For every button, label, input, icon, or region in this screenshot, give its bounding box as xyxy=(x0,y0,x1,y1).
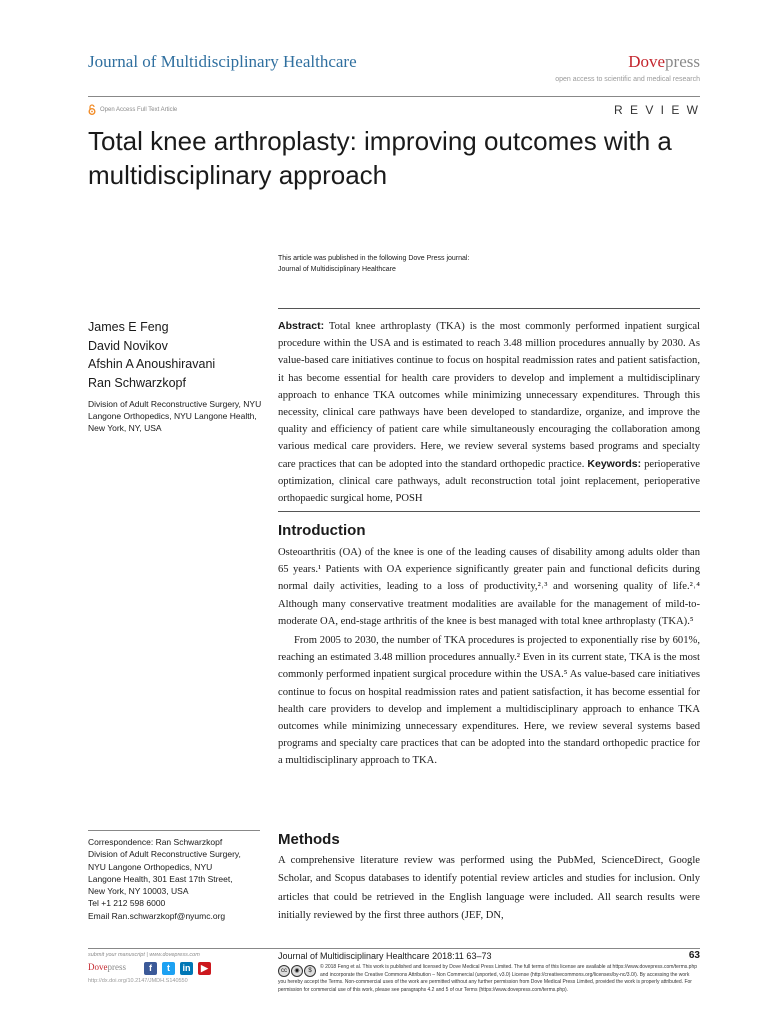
introduction-paragraph: Osteoarthritis (OA) of the knee is one of the leading causes of disability among adults older than 65 years.¹ Patients with OA experience significantly greater pain and functional deficits during normal daily activities, leading to a loss of productivity,²˒³ and worsening quality of life.²˒⁴ Although many conservative treatment modalities are available for the management of mild-to-moderate OA, end-stage arthritis of the knee is best managed with total knee arthroplasty (TKA).⁵ xyxy=(278,547,700,627)
cc-badge-icon: cc xyxy=(278,965,290,977)
keywords-text: perioperative optimization, clinical care pathways, adult reconstruction total joint replacement, perioperative orthopaedic surgical home, POSH xyxy=(278,458,700,505)
author-list xyxy=(88,318,215,392)
footer-logo-press: press xyxy=(107,962,126,972)
footer-citation: Journal of Multidisciplinary Healthcare 2018:11 63–73 xyxy=(278,951,492,961)
publication-note xyxy=(278,253,698,275)
introduction-paragraph: From 2005 to 2030, the number of TKA procedures is projected to exponentially rise by 601%, reaching an estimated 3.48 million procedures annually.² Even in its current state, TKA is the most commonly performed inpatient surgical procedure within the USA.⁵ As value-based care initiatives continue to focus on hospital readmission rates and patient satisfaction, it has become essential for health care providers to develop and implement a multidisciplinary approach to enhance TKA outcomes while minimizing unnecessary expenditures. Here, we review several systems based programs and specialty care practices that can be adopted into the standard orthopedic practice for a multidisciplinary approach to TKA. xyxy=(278,635,700,767)
article-title: Total knee arthroplasty: improving outcomes with a multidisciplinary approach xyxy=(88,126,672,190)
footer-logo-dove: Dove xyxy=(88,962,108,972)
open-access-badge xyxy=(88,104,177,115)
license-text-continued: you hereby accept the Terms. Non-commercial uses of the work are permitted without any further permission from Dove Medical Press Limited, provided the work is properly attributed. For permission for commercial use of this work, please see paragraphs 4.2 and 5 of our Terms (https://www.dovepress.com/terms.php). xyxy=(278,979,692,993)
correspondence-email[interactable]: Email Ran.schwarzkopf@nyumc.org xyxy=(88,910,226,921)
author-affiliation: Division of Adult Reconstructive Surgery, NYU Langone Orthopedics, NYU Langone Health, New York, NY, USA xyxy=(88,399,262,433)
dovepress-logo-press: press xyxy=(665,52,700,71)
correspondence-line: Correspondence: Ran Schwarzkopf xyxy=(88,837,223,847)
dovepress-logo-dove: Dove xyxy=(628,52,666,71)
cc-by-icon: ◉ xyxy=(291,965,303,977)
youtube-icon[interactable]: ▶ xyxy=(198,962,211,975)
correspondence-line: New York, NY 10003, USA xyxy=(88,886,189,897)
correspondence-block xyxy=(88,836,263,922)
publication-note-journal: Journal of Multidisciplinary Healthcare xyxy=(278,266,396,273)
abstract-top-divider xyxy=(278,308,700,309)
correspondence-line: NYU Langone Orthopedics, NYU xyxy=(88,861,213,872)
keywords-label: Keywords: xyxy=(587,457,642,470)
publication-note-line1: This article was published in the following Dove Press journal: xyxy=(278,255,470,262)
abstract-text: Total knee arthroplasty (TKA) is the most commonly performed inpatient surgical procedure within the USA and is estimated to reach 3.48 million procedures annually by 2030. As value-based care initiatives continue to focus on hospital readmission rates and patient satisfaction, it has become essential for health care providers to develop and implement a multidisciplinary approach to enhance TKA outcomes while minimizing unnecessary expenditures. Through this necessity, clinical care pathways have been developed to standardize, organize, and improve the quality and efficiency of patient care while simultaneously encouraging the collaboration among various medical care providers. Here, we review several systems based programs and specialty care practices that can be adopted into the standard orthopedic practice. xyxy=(278,321,700,470)
author-name: Afshin A Anoushiravani xyxy=(88,357,216,371)
linkedin-icon[interactable]: in xyxy=(180,962,193,975)
dovepress-tagline: open access to scientific and medical research xyxy=(555,76,700,83)
abstract-block xyxy=(278,318,700,507)
page-number: 63 xyxy=(688,950,700,961)
methods-heading: Methods xyxy=(278,831,340,848)
correspondence-line: Division of Adult Reconstructive Surgery, xyxy=(88,849,241,860)
article-type: R E V I E W xyxy=(613,103,700,117)
license-text: © 2018 Feng et al. This work is published and licensed by Dove Medical Press Limited. The full terms of this license are available at https://www.dovepress.com/terms.php and incorporate the Creative Commons Attribution – Non Commercial (unported, v3.0) License (http://creativecommons.org/licenses/by-nc/3.0/). By accessing the work xyxy=(320,964,698,978)
journal-name: Journal of Multidisciplinary Healthcare xyxy=(88,52,357,71)
methods-paragraph: A comprehensive literature review was performed using the PubMed, ScienceDirect, Google Scholar, and Scopus databases to identify potential review articles and studies for inclusion. Only articles that could be retrieved in the English language were included. All search results were initially reviewed by the first three authors (JEF, DN, xyxy=(278,855,700,921)
social-links xyxy=(144,962,211,975)
author-name: James E Feng xyxy=(88,320,169,334)
doi-link[interactable]: http://dx.doi.org/10.2147/JMDH.S140550 xyxy=(88,978,188,984)
correspondence-line: Langone Health, 301 East 17th Street, xyxy=(88,873,233,884)
open-access-icon xyxy=(88,104,96,115)
facebook-icon[interactable]: f xyxy=(144,962,157,975)
author-name: David Novikov xyxy=(88,338,168,353)
footer-divider xyxy=(88,948,700,949)
correspondence-line: Tel +1 212 598 6000 xyxy=(88,898,166,909)
open-access-label: Open Access Full Text Article xyxy=(100,106,178,113)
header-divider xyxy=(88,96,700,97)
introduction-body xyxy=(278,544,700,770)
submit-manuscript-link[interactable]: submit your manuscript | www.dovepress.com xyxy=(88,952,200,958)
abstract-label: Abstract: xyxy=(278,320,325,332)
footer-dovepress-logo[interactable] xyxy=(88,962,126,972)
abstract-bottom-divider xyxy=(278,511,700,512)
author-name: Ran Schwarzkopf xyxy=(88,375,186,390)
cc-nc-icon: $ xyxy=(304,965,316,977)
creative-commons-icon[interactable] xyxy=(278,965,316,977)
twitter-icon[interactable]: t xyxy=(162,962,175,975)
introduction-heading: Introduction xyxy=(278,522,366,539)
dovepress-logo[interactable] xyxy=(600,52,700,72)
correspondence-divider xyxy=(88,830,260,831)
